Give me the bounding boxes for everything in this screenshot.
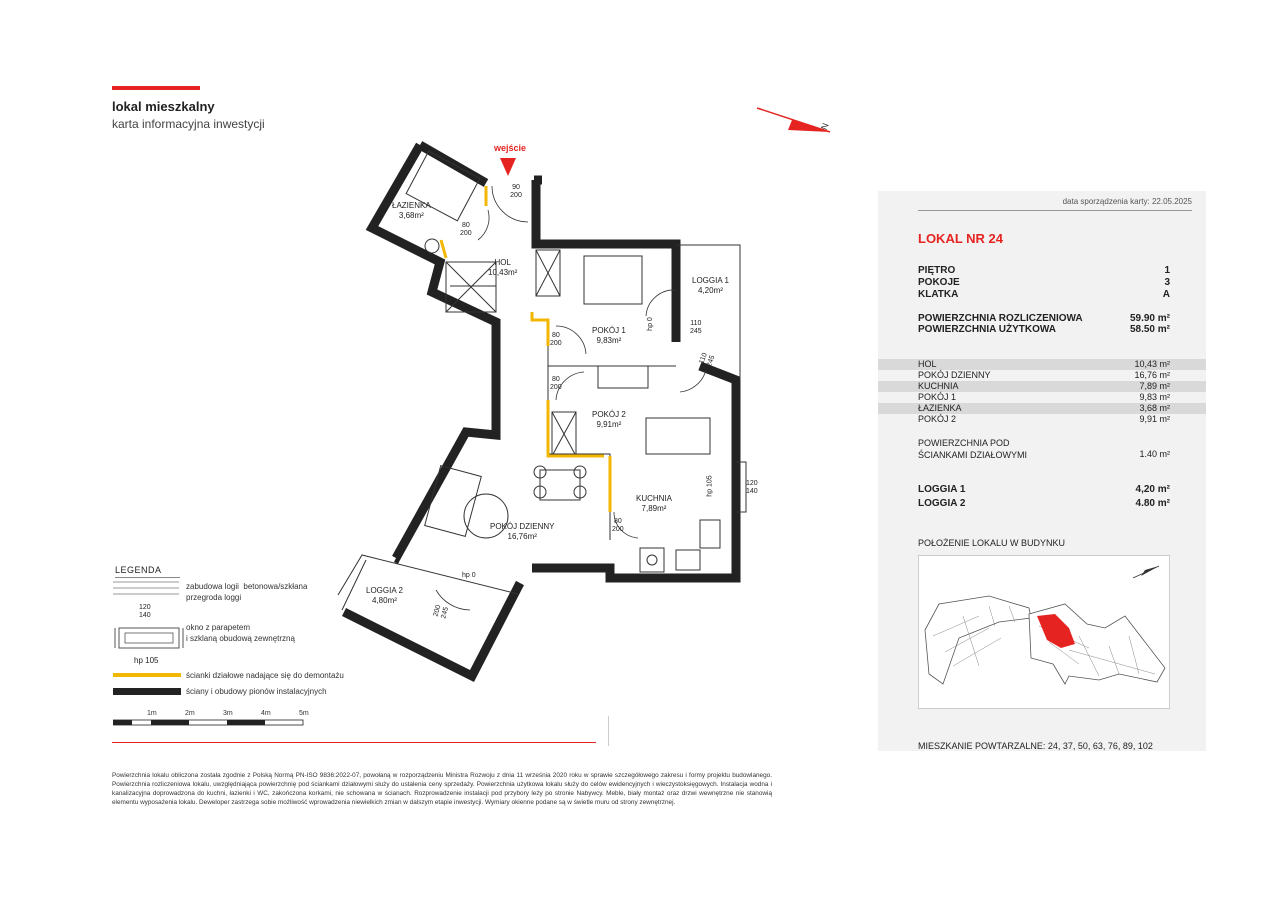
room-pokoj-1: POKÓJ 1 9,83m² bbox=[592, 326, 626, 345]
legend-item-partition: ścianki działowe nadające się do demontażu bbox=[186, 671, 344, 680]
legend-window-hp: hp 105 bbox=[134, 656, 159, 665]
building-map-image bbox=[919, 556, 1169, 708]
building-location-map bbox=[918, 555, 1170, 709]
info-row: KLATKA A bbox=[918, 289, 1170, 300]
walls-area-label-2: ŚCIANKAMI DZIAŁOWYMI bbox=[918, 450, 1028, 460]
panel-divider bbox=[918, 210, 1192, 211]
window-dim-loggia-2: 200 245 bbox=[432, 604, 451, 620]
door-dim-pokoj-1: 80 200 bbox=[550, 332, 562, 347]
hp-label-loggia-2: hp 0 bbox=[462, 572, 476, 579]
window-dim-kuchnia: 120 140 bbox=[746, 480, 758, 495]
hp-label-loggia-1: hp 0 bbox=[646, 317, 654, 331]
door-dim-entry: 90 200 bbox=[510, 184, 522, 199]
legend-window-dims: 120 140 bbox=[139, 604, 151, 619]
walls-area-value: 1.40 m² bbox=[1139, 449, 1170, 459]
legend-title: LEGENDA bbox=[115, 565, 162, 575]
room-kuchnia: KUCHNIA 7,89m² bbox=[636, 494, 673, 513]
area-row: POKÓJ 2 9,91 m² bbox=[918, 414, 1170, 424]
scale-label: 3m bbox=[223, 710, 233, 717]
entrance-marker-icon bbox=[500, 158, 516, 176]
scale-label: 4m bbox=[261, 710, 271, 717]
window-dim-loggia-1: 110 245 bbox=[690, 320, 702, 335]
footer-accent-rule bbox=[112, 742, 596, 743]
legend-item-window: okno z parapetem i szklaną obudową zewnętrzną bbox=[186, 623, 295, 643]
door-dim-pokoj-2: 80 200 bbox=[550, 376, 562, 391]
legend-item-walls: ściany i obudowy pionów instalacyjnych bbox=[186, 687, 327, 696]
hp-label-kuchnia: hp 105 bbox=[706, 475, 714, 497]
door-dim-bath: 80 200 bbox=[460, 222, 472, 237]
area-row: POKÓJ DZIENNY 16,76 m² bbox=[918, 370, 1170, 380]
entrance-label: wejście bbox=[494, 143, 527, 153]
window-dim-loggia-1b: 110 245 bbox=[698, 352, 717, 368]
room-pokoj-2: POKÓJ 2 9,91m² bbox=[592, 410, 626, 429]
loggia-enclosure-icon bbox=[113, 580, 183, 602]
legend-item-loggia: zabudowa logii betonowa/szkłana przegroda loggi bbox=[186, 582, 308, 602]
area-row: HOL 10,43 m² bbox=[878, 359, 1206, 370]
walls-area-label-1: POWIERZCHNIA POD bbox=[918, 438, 1010, 448]
scale-label: 1m bbox=[147, 710, 157, 717]
door-dim-kuchnia: 80 200 bbox=[612, 518, 624, 533]
partition-wall-swatch bbox=[113, 673, 181, 677]
area-row: ŁAZIENKA 3,68 m² bbox=[878, 403, 1206, 414]
scale-label: 5m bbox=[299, 710, 309, 717]
page-title: lokal mieszkalny bbox=[112, 99, 215, 114]
location-title: POŁOŻENIE LOKALU W BUDYNKU bbox=[918, 538, 1066, 548]
room-hol: HOL 10,43m² bbox=[488, 258, 518, 277]
page-subtitle: karta informacyjna inwestycji bbox=[112, 117, 265, 131]
scale-label: 2m bbox=[185, 710, 195, 717]
area-row: KUCHNIA 7,89 m² bbox=[878, 381, 1206, 392]
svg-text:N: N bbox=[818, 121, 831, 132]
total-row: POWIERZCHNIA ROZLICZENIOWA 59.90 m² bbox=[918, 313, 1170, 324]
divider-line bbox=[608, 716, 609, 746]
total-row: POWIERZCHNIA UŻYTKOWA 58.50 m² bbox=[918, 324, 1170, 335]
window-legend-icon bbox=[113, 624, 185, 654]
room-pokoj-dzienny: POKÓJ DZIENNY 16,76m² bbox=[490, 522, 555, 541]
repeat-apartments: MIESZKANIE POWTARZALNE: 24, 37, 50, 63, 76, 89, 102 bbox=[918, 741, 1153, 751]
lokal-number: LOKAL NR 24 bbox=[918, 231, 1003, 246]
loggia-row: LOGGIA 1 4,20 m² bbox=[918, 484, 1170, 495]
card-date: data sporządzenia karty: 22.05.2025 bbox=[1062, 197, 1192, 206]
info-panel bbox=[878, 191, 1206, 751]
info-row: PIĘTRO 1 bbox=[918, 265, 1170, 276]
room-loggia-1: LOGGIA 1 4,20m² bbox=[692, 276, 729, 295]
room-lazienka: ŁAZIENKA 3,68m² bbox=[392, 201, 431, 220]
structural-wall-swatch bbox=[113, 688, 181, 695]
info-row: POKOJE 3 bbox=[918, 277, 1170, 288]
loggia-row: LOGGIA 2 4.80 m² bbox=[918, 498, 1170, 509]
area-row: POKÓJ 1 9,83 m² bbox=[918, 392, 1170, 402]
scale-bar bbox=[113, 718, 313, 728]
legend-divider bbox=[115, 577, 180, 578]
room-loggia-2: LOGGIA 2 4,80m² bbox=[366, 586, 403, 605]
footnote-text: Powierzchnia lokalu obliczona została zgodnie z Polską Normą PN-ISO 9836:2022-07, powołaną w rozporządzeniu Ministra Rozwoju z dnia 11 września 2020 roku w sprawie szczegółowego zakresu i formy projektu budowlanego. Powierzchnia rozliczeniowa lokalu, uwzględniająca powierzchnię pod ściankami działowymi służy do ustalenia ceny sprzedaży. Powierzchnia użytkowa lokalu służy do celów ewidencyjnych i wieczystoksięgowych. Instalacja wodna i kanalizacyjna doprowadzona do kuchni, łazienki i WC, zakończona korkami, nie schowana w ścianach. Rozprowadzenie instalacji pod przybory leży po stronie Nabywcy. Meble, biały montaż oraz drzwi wewnętrzne nie stanowią elementu wyposażenia lokalu. Deweloper zastrzega sobie możliwość wprowadzenia niewielkich zmian w dalszym etapie inwestycji. Wymiary okienne podane są w świetle muru od strony zewnętrznej. bbox=[112, 772, 772, 806]
